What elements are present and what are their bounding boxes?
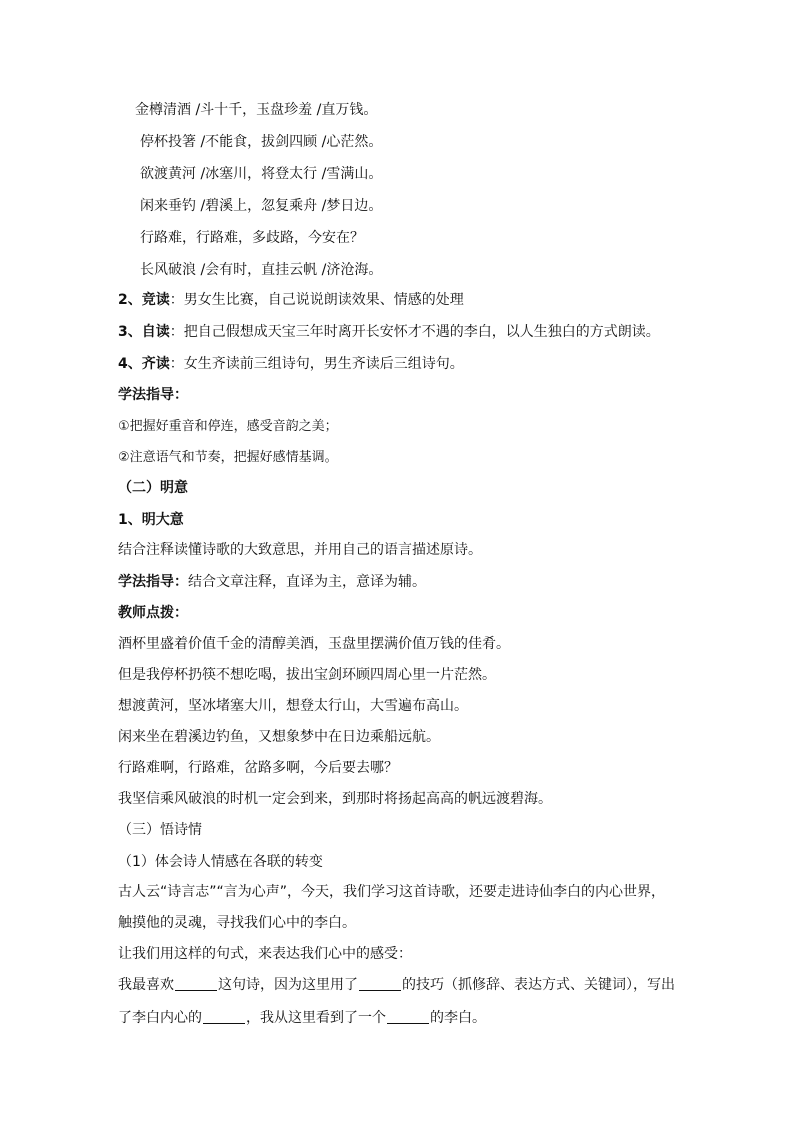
method-guide-item-2: ②注意语气和节奏，把握好感情基调。 xyxy=(118,450,338,465)
method-guide-item-1: ①把握好重音和停连，感受音韵之美； xyxy=(118,419,338,434)
poem-line-5: 行路难，行路难，多歧路，今安在？ xyxy=(140,230,364,246)
translation-line-5: 行路难啊，行路难，岔路多啊，今后要去哪？ xyxy=(118,760,398,776)
translation-line-2: 但是我停杯扔筷不想吃喝，拔出宝剑环顾四周心里一片茫然。 xyxy=(118,667,496,683)
translation-line-6: 我坚信乘风破浪的时机一定会到来，到那时将扬起高高的帆远渡碧海。 xyxy=(118,791,552,807)
fill-template-line-1: 我最喜欢 这句诗，因为这里用了 的技巧（抓修辞、表达方式、关键词），写出 xyxy=(118,977,675,993)
section3-paragraph-2: 让我们用这样的句式，来表达我们心中的感受： xyxy=(118,946,412,962)
step-text: ：男女生比赛，自己说说朗读效果、情感的处理 xyxy=(169,292,464,308)
step-number: 3、 xyxy=(118,324,142,340)
method-text: 结合文章注释，直译为主，意译为辅。 xyxy=(188,574,426,590)
section3-paragraph-1a: 古人云“诗言志”“言为心声”，今天，我们学习这首诗歌，还要走进诗仙李白的内心世界， xyxy=(118,884,666,900)
section2-heading: （二）明意 xyxy=(118,480,188,496)
method-guide-heading: 学法指导： xyxy=(118,387,188,403)
section3-subheading: （1）体会诗人情感在各联的转变 xyxy=(118,854,323,870)
section2-method xyxy=(118,572,426,592)
poem-line-3: 欲渡黄河 /冰塞川，将登太行 /雪满山。 xyxy=(140,166,383,182)
fill-blank xyxy=(387,1009,429,1024)
translation-line-3: 想渡黄河，坚冰堵塞大川，想登太行山，大雪遍布高山。 xyxy=(118,698,468,714)
step-number: 4、 xyxy=(118,356,142,372)
poem-line-1: 金樽清酒 /斗十千，玉盘珍羞 /直万钱。 xyxy=(135,102,378,118)
step-text: ：女生齐读前三组诗句，男生齐读后三组诗句。 xyxy=(169,356,464,372)
step-label: 齐读 xyxy=(141,356,170,372)
section2-instruction: 结合注释读懂诗歌的大致意思，并用自己的语言描述原诗。 xyxy=(118,542,482,558)
translation-line-4: 闲来坐在碧溪边钓鱼，又想象梦中在日边乘船远航。 xyxy=(118,729,440,745)
fill-blank xyxy=(175,976,217,991)
step-number: 2、 xyxy=(118,292,142,308)
poem-line-6: 长风破浪 /会有时，直挂云帆 /济沧海。 xyxy=(140,262,383,278)
section2-subheading: 1、明大意 xyxy=(118,512,184,528)
poem-line-4: 闲来垂钓 /碧溪上，忽复乘舟 /梦日边。 xyxy=(140,198,383,214)
fill-template-line-2: 了李白内心的 ，我从这里看到了一个 的李白。 xyxy=(118,1010,486,1026)
reading-step-2 xyxy=(118,290,464,310)
reading-step-3 xyxy=(118,322,660,342)
section3-heading: （三）悟诗情 xyxy=(118,822,202,838)
translation-line-1: 酒杯里盛着价值千金的清醇美酒，玉盘里摆满价值万钱的佳肴。 xyxy=(118,636,510,652)
reading-step-4 xyxy=(118,354,464,374)
poem-line-2: 停杯投箸 /不能食，拔剑四顾 /心茫然。 xyxy=(140,134,383,150)
step-text: ：把自己假想成天宝三年时离开长安怀才不遇的李白，以人生独白的方式朗读。 xyxy=(169,324,660,340)
teacher-tip-heading: 教师点拨： xyxy=(118,605,188,621)
fill-blank xyxy=(203,1009,245,1024)
method-label: 学法指导： xyxy=(118,574,188,590)
step-label: 竞读 xyxy=(141,292,170,308)
fill-blank xyxy=(359,976,401,991)
step-label: 自读 xyxy=(141,324,170,340)
section3-paragraph-1b: 触摸他的灵魂，寻找我们心中的李白。 xyxy=(118,915,356,931)
